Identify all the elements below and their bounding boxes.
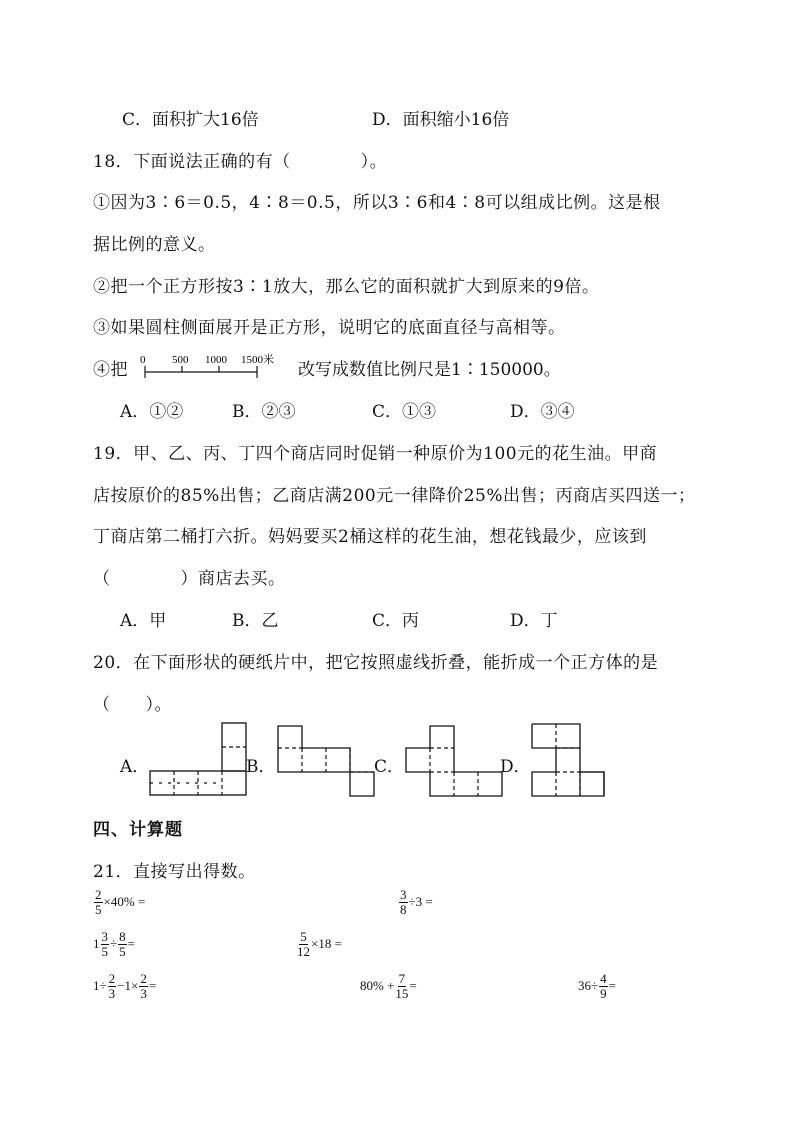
q19-line-2: 店按原价的85%出售；乙商店满200元一律降价25%出售；丙商店买四送一； — [93, 486, 696, 506]
q20-line-2: （ ）。 — [93, 695, 172, 715]
q20-label-b: B． — [246, 757, 276, 777]
cube-net-c — [404, 724, 504, 798]
calc-expression-6: 80% + $\frac{7}{15}$ = — [360, 971, 417, 1001]
q18-statement-4-prefix: ④把 — [93, 360, 128, 380]
q19-option-a: A．甲 — [120, 611, 167, 631]
q21-stem: 21．直接写出得数。 — [93, 862, 256, 882]
q20-label-c: C． — [374, 757, 405, 777]
q20-label-a: A． — [120, 757, 150, 777]
calc-expression-1: $\frac{2}{5}$ ×40% = — [95, 887, 146, 917]
cube-net-d — [530, 722, 610, 798]
q18-option-c: C．①③ — [372, 402, 437, 422]
cube-net-b — [276, 724, 376, 798]
scale-tick-500: 500 — [172, 354, 189, 366]
q18-stem: 18．下面说法正确的有（ ）。 — [93, 152, 388, 172]
q19-option-c: C．丙 — [372, 611, 420, 631]
q17-option-d: D．面积缩小16倍 — [372, 110, 510, 130]
calc-expression-3: 1 $\frac{3}{5}$ ÷ $\frac{8}{5}$ = — [93, 929, 135, 959]
line-scale-bar — [135, 352, 295, 382]
q18-statement-3: ③如果圆柱侧面展开是正方形，说明它的底面直径与高相等。 — [93, 318, 566, 338]
q18-option-d: D．③④ — [510, 402, 575, 422]
scale-tick-1500: 1500米 — [241, 354, 274, 366]
q19-line-4: （ ）商店去买。 — [93, 569, 286, 589]
q19-line-1: 19．甲、乙、丙、丁四个商店同时促销一种原价为100元的花生油。甲商 — [93, 444, 658, 464]
q17-option-c: C．面积扩大16倍 — [122, 110, 259, 130]
q18-option-b: B．②③ — [232, 402, 296, 422]
scale-tick-1000: 1000 — [205, 354, 227, 366]
q19-option-b: B．乙 — [232, 611, 279, 631]
q18-statement-4-suffix: 改写成数值比例尺是1∶150000。 — [298, 360, 561, 380]
calc-expression-2: $\frac{3}{8}$ ÷3 = — [400, 887, 433, 917]
cube-net-a — [148, 722, 250, 798]
q20-label-d: D． — [500, 757, 531, 777]
section-4-heading: 四、计算题 — [93, 820, 183, 840]
q18-statement-2: ②把一个正方形按3∶1放大，那么它的面积就扩大到原来的9倍。 — [93, 277, 600, 297]
q19-line-3: 丁商店第二桶打六折。妈妈要买2桶这样的花生油，想花钱最少，应该到 — [93, 527, 647, 547]
calc-expression-7: 36÷ $\frac{4}{9}$ = — [578, 971, 616, 1001]
calc-expression-4: $\frac{5}{12}$ ×18 = — [297, 929, 342, 959]
q18-statement-1b: 据比例的意义。 — [93, 235, 216, 255]
scale-tick-0: 0 — [140, 354, 146, 366]
q18-option-a: A．①② — [120, 402, 184, 422]
q18-statement-1a: ①因为3∶6＝0.5，4∶8＝0.5，所以3∶6和4∶8可以组成比例。这是根 — [93, 193, 661, 213]
q20-line-1: 20．在下面形状的硬纸片中，把它按照虚线折叠，能折成一个正方体的是 — [93, 653, 659, 673]
q19-option-d: D．丁 — [510, 611, 558, 631]
calc-expression-5: 1÷ $\frac{2}{3}$ −1× $\frac{2}{3}$ = — [93, 971, 157, 1001]
